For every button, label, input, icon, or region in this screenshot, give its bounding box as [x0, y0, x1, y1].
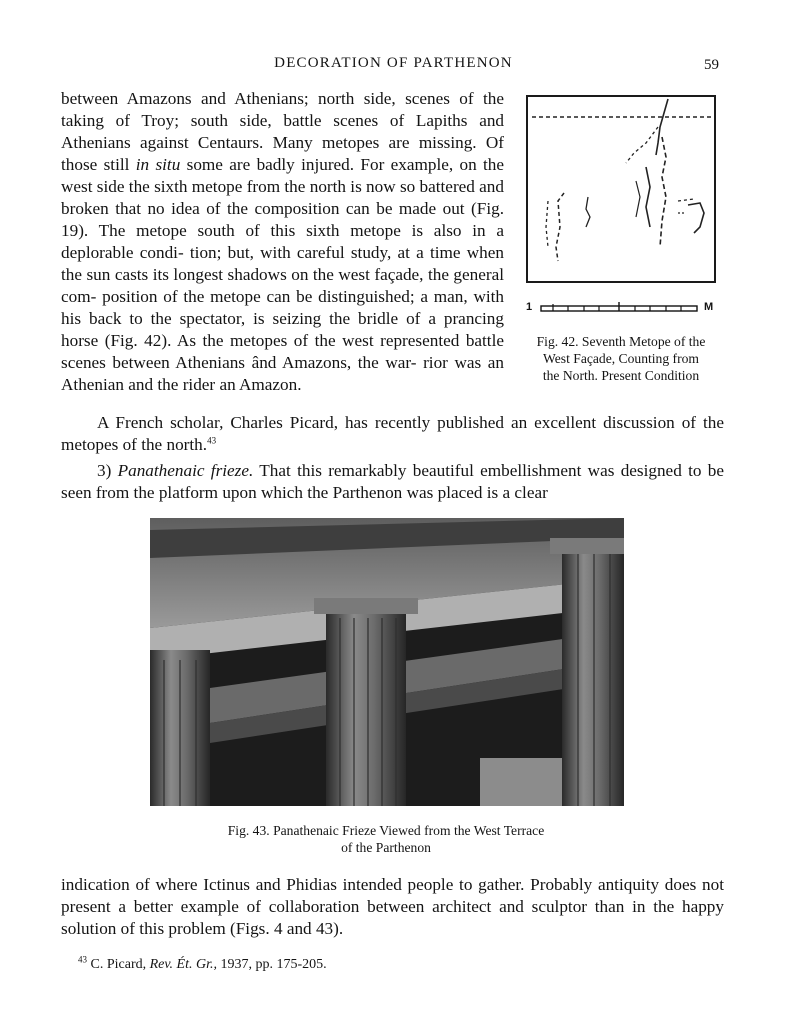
body-paragraph-1: [61, 88, 504, 396]
text-line: between Amazons and Athenians; north side, scenes of: [61, 89, 474, 108]
scale-bar: [526, 301, 716, 319]
paragraph-text: A French scholar, Charles Picard, has recently published an excellent discussion of the metopes of the north.: [61, 413, 724, 454]
caption-line: Fig. 42. Seventh Metope of the: [536, 334, 706, 349]
metope-sketch-icon: [528, 97, 714, 281]
scale-end-label: M: [704, 301, 714, 313]
text-line: horse (Fig. 42). As the metopes of the west represented: [61, 331, 460, 350]
footnote-journal: Rev. Ét. Gr.,: [149, 957, 217, 972]
text-line: For example, on the west side the sixth metope from the: [61, 155, 505, 196]
text-line: his back to the spectator, is seizing the bridle of a prancing: [61, 309, 504, 328]
body-paragraph-4: [61, 874, 724, 940]
text-line: its longest shadows on the west façade, the general com-: [61, 265, 504, 306]
page-number: 59: [704, 57, 719, 73]
paragraph-text: That this remarkably beautiful embellishment was designed to be seen from the platform upon which the Parthenon was placed is a clear: [61, 461, 724, 502]
footnote-number: 43: [78, 954, 87, 965]
footnote: [78, 956, 678, 974]
footnote-author: C. Picard,: [87, 957, 150, 972]
paragraph-text: indication of where Ictinus and Phidias intended people to gather. Probably antiquity does not present a better example of collaboration between architect and sculptor than in the happy solution of this problem (Figs. 4 and 43).: [61, 875, 724, 938]
metope-drawing: [526, 95, 716, 283]
caption-line: Fig. 43. Panathenaic Frieze Viewed from the West Terrace: [227, 823, 545, 838]
text-line: battle scenes between Athenians ând Amazons, the war-: [61, 331, 504, 372]
scale-ruler-icon: [540, 302, 700, 314]
figure-42-caption: [512, 333, 730, 384]
text-line: some are badly injured.: [180, 155, 355, 174]
running-head: DECORATION OF PARTHENON: [274, 55, 513, 71]
section-heading: Panathenaic frieze.: [117, 461, 254, 480]
text-line: south of this sixth metope is also in a deplorable condi-: [61, 221, 504, 262]
caption-line: the North. Present Condition: [542, 368, 700, 383]
footnote-citation: 1937, pp. 175-205.: [217, 957, 327, 972]
body-paragraph-2: [61, 412, 724, 456]
caption-line: of the Parthenon: [341, 840, 431, 855]
frieze-photograph: [150, 518, 624, 806]
text-line: missing. Of those still: [61, 133, 505, 174]
text-line: the taking of Troy; south side, battle scenes of Lapiths: [61, 89, 504, 130]
text-line: rior was an Athenian and the rider an Amazon.: [61, 353, 504, 394]
text-line: north is now so battered and broken that no idea of the: [61, 177, 504, 218]
figure-43-caption: [160, 822, 612, 856]
frieze-photo-icon: [150, 518, 624, 806]
italic-phrase: in situ: [135, 155, 181, 174]
text-line: position of the metope can be distinguished; a man, with: [102, 287, 504, 306]
text-line: tion; but, with careful study, at a time when the sun casts: [61, 243, 504, 284]
footnote-reference: 43: [207, 435, 217, 446]
text-line: composition can be made out (Fig. 19). The metope: [61, 199, 505, 240]
text-line: and Athenians against Centaurs. Many metopes are: [61, 111, 505, 152]
body-paragraph-3: [61, 460, 724, 504]
scale-start-label: 1: [526, 301, 533, 313]
caption-line: West Façade, Counting from: [543, 351, 699, 366]
section-number: 3): [97, 461, 118, 480]
